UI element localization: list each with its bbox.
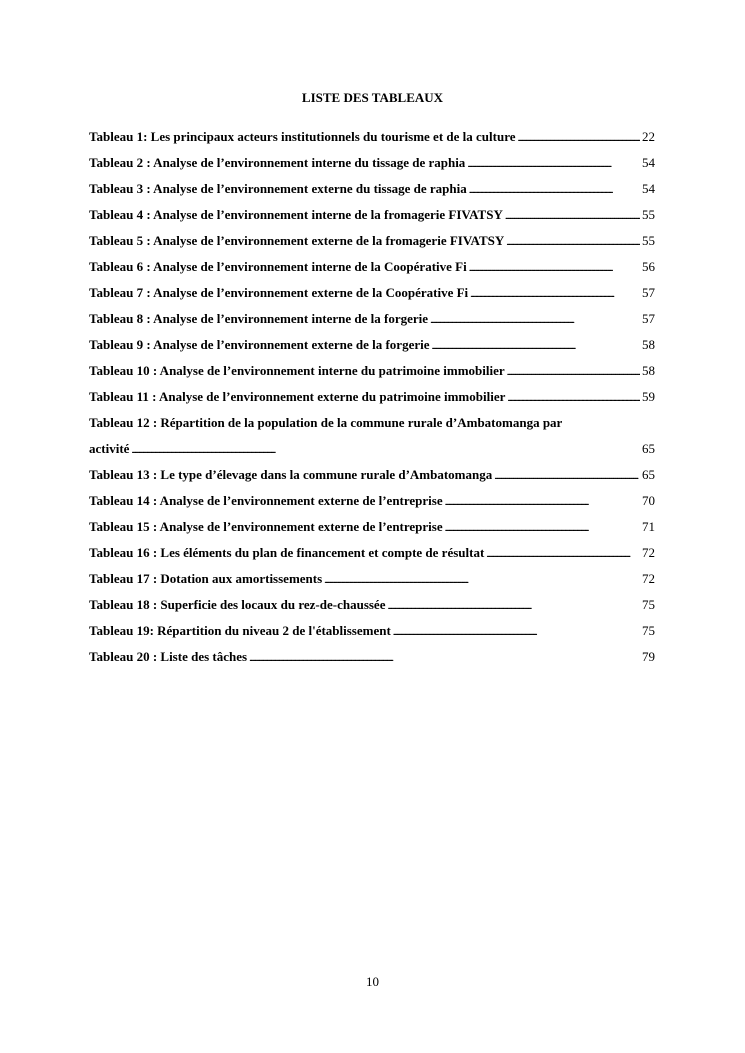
- toc-entry-tableau-2[interactable]: [89, 153, 655, 179]
- toc-entry-page: 79: [642, 649, 655, 664]
- toc-entry-tableau-4[interactable]: [89, 205, 655, 231]
- toc-entry-label: Tableau 11 : Analyse de l’environnement externe du patrimoine immobilier: [89, 389, 506, 404]
- toc-entry-tableau-14[interactable]: [89, 491, 655, 517]
- toc-entry-label-continuation: activité: [89, 441, 130, 456]
- page-number: 10: [366, 974, 379, 989]
- toc-entry-page: 57: [642, 311, 655, 326]
- dot-leader: [470, 283, 640, 305]
- toc-entry-tableau-1[interactable]: [89, 127, 655, 153]
- toc-entry-page: 58: [642, 363, 655, 378]
- toc-entry-label: Tableau 16 : Les éléments du plan de financement et compte de résultat: [89, 545, 485, 560]
- toc-entry-label: Tableau 13 : Le type d’élevage dans la commune rurale d’Ambatomanga: [89, 467, 493, 482]
- toc-entry-page: 65: [642, 467, 655, 482]
- dot-leader: [467, 153, 640, 175]
- toc-entry-tableau-11[interactable]: [89, 387, 655, 413]
- toc-entry-tableau-8[interactable]: [89, 309, 655, 335]
- toc-entry-label: Tableau 15 : Analyse de l’environnement externe de l’entreprise: [89, 519, 443, 534]
- dot-leader: [387, 595, 640, 617]
- toc-entry-tableau-12[interactable]: [89, 413, 655, 465]
- toc-entry-page: 72: [642, 545, 655, 560]
- toc-entry-page: 70: [642, 493, 655, 508]
- toc-entry-label: Tableau 5 : Analyse de l’environnement externe de la fromagerie FIVATSY: [89, 233, 505, 248]
- table-list: [89, 127, 655, 673]
- toc-entry-continuation: [89, 439, 655, 465]
- toc-entry-tableau-20[interactable]: [89, 647, 655, 673]
- toc-entry-tableau-3[interactable]: [89, 179, 655, 205]
- dot-leader: [507, 387, 640, 409]
- dot-leader: [249, 647, 640, 669]
- toc-entry-page: 58: [642, 337, 655, 352]
- toc-entry-page: 71: [642, 519, 655, 534]
- dot-leader: [507, 361, 640, 383]
- dot-leader: [445, 517, 640, 539]
- toc-entry-label: Tableau 10 : Analyse de l’environnement interne du patrimoine immobilier: [89, 363, 505, 378]
- toc-entry-page: 75: [642, 623, 655, 638]
- toc-entry-label: Tableau 12 : Répartition de la population de la commune rurale d’Ambatomanga par: [89, 415, 563, 430]
- dot-leader: [506, 231, 640, 253]
- toc-entry-tableau-10[interactable]: [89, 361, 655, 387]
- dot-leader: [469, 257, 640, 279]
- dot-leader: [518, 127, 641, 149]
- toc-entry-page: 22: [642, 129, 655, 144]
- toc-entry-tableau-19[interactable]: [89, 621, 655, 647]
- toc-entry-label: Tableau 14 : Analyse de l’environnement externe de l’entreprise: [89, 493, 443, 508]
- toc-entry-label: Tableau 17 : Dotation aux amortissements: [89, 571, 323, 586]
- dot-leader: [324, 569, 640, 591]
- toc-entry-page: 59: [642, 389, 655, 404]
- toc-entry-page: 54: [642, 155, 655, 170]
- toc-entry-tableau-15[interactable]: [89, 517, 655, 543]
- toc-entry-tableau-18[interactable]: [89, 595, 655, 621]
- dot-leader: [430, 309, 640, 331]
- toc-entry-label: Tableau 19: Répartition du niveau 2 de l'établissement: [89, 623, 391, 638]
- dot-leader: [494, 465, 640, 487]
- toc-entry-page: 72: [642, 571, 655, 586]
- dot-leader: [505, 205, 640, 227]
- toc-entry-label: Tableau 2 : Analyse de l’environnement interne du tissage de raphia: [89, 155, 466, 170]
- dot-leader: [445, 491, 640, 513]
- toc-entry-tableau-5[interactable]: [89, 231, 655, 257]
- toc-entry-label: Tableau 4 : Analyse de l’environnement interne de la fromagerie FIVATSY: [89, 207, 503, 222]
- toc-entry-page: 65: [642, 441, 655, 456]
- toc-entry-tableau-17[interactable]: [89, 569, 655, 595]
- toc-entry-page: 55: [642, 207, 655, 222]
- dot-leader: [486, 543, 640, 565]
- toc-entry-tableau-6[interactable]: [89, 257, 655, 283]
- dot-leader: [131, 439, 640, 461]
- dot-leader: [432, 335, 641, 357]
- toc-entry-tableau-7[interactable]: [89, 283, 655, 309]
- toc-entry-label: Tableau 20 : Liste des tâches: [89, 649, 248, 664]
- toc-entry-label: Tableau 9 : Analyse de l’environnement externe de la forgerie: [89, 337, 430, 352]
- toc-entry-label: Tableau 3 : Analyse de l’environnement externe du tissage de raphia: [89, 181, 467, 196]
- toc-entry-tableau-13[interactable]: [89, 465, 655, 491]
- toc-entry-label: Tableau 8 : Analyse de l’environnement interne de la forgerie: [89, 311, 429, 326]
- toc-entry-label: Tableau 7 : Analyse de l’environnement externe de la Coopérative Fi: [89, 285, 469, 300]
- page-title: LISTE DES TABLEAUX: [301, 90, 444, 105]
- toc-entry-tableau-9[interactable]: [89, 335, 655, 361]
- toc-entry-page: 55: [642, 233, 655, 248]
- toc-entry-label: Tableau 18 : Superficie des locaux du rez-de-chaussée: [89, 597, 386, 612]
- toc-entry-page: 56: [642, 259, 655, 274]
- toc-entry-page: 57: [642, 285, 655, 300]
- toc-entry-label: Tableau 6 : Analyse de l’environnement interne de la Coopérative Fi: [89, 259, 467, 274]
- toc-entry-page: 75: [642, 597, 655, 612]
- dot-leader: [469, 179, 640, 201]
- toc-entry-tableau-16[interactable]: [89, 543, 655, 569]
- dot-leader: [393, 621, 640, 643]
- toc-entry-label: Tableau 1: Les principaux acteurs institutionnels du tourisme et de la culture: [89, 129, 516, 144]
- toc-entry-page: 54: [642, 181, 655, 196]
